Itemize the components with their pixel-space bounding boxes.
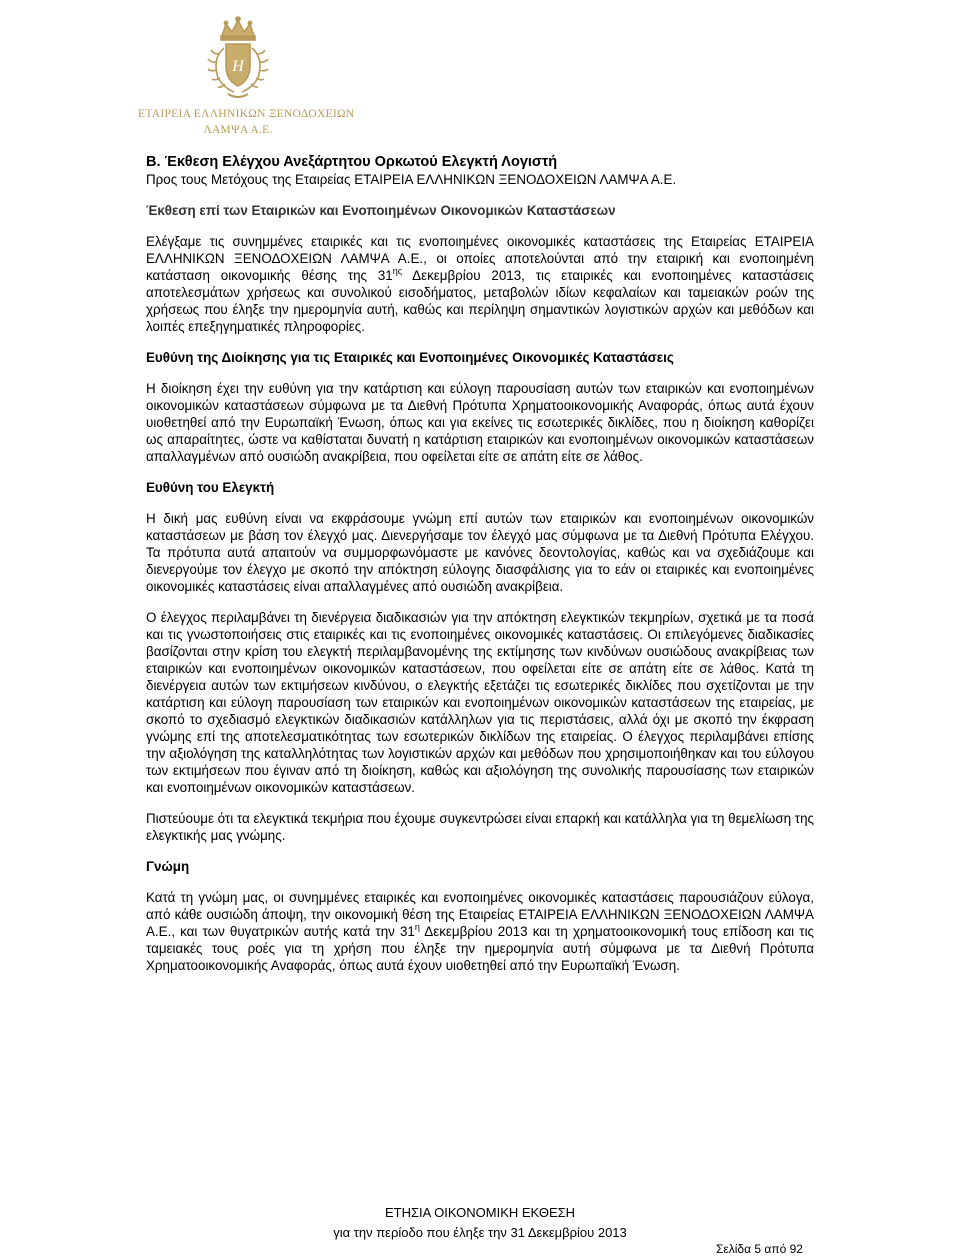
intro-text-1: Ελέγξαμε τις συνημμένες εταιρικές και τις ενοποιημένες οικονομικές καταστάσεις της Εταιρείας ΕΤΑΙΡΕΙΑ ΕΛΛΗΝΙΚΩΝ ΞΕΝΟΔΟΧΕΙΩΝ ΛΑΜΨΑ Α.Ε., οι οποίες αποτελούνται από την εταιρική και ενοποιημένη κατάσταση οικονομικής θέσης της 31 [146, 234, 814, 283]
section-title: Β. Έκθεση Ελέγχου Ανεξάρτητου Ορκωτού Ελεγκτή Λογιστή [146, 154, 558, 170]
opinion-heading: Γνώμη [146, 859, 190, 874]
auditor-paragraph-2: Ο έλεγχος περιλαμβάνει τη διενέργεια διαδικασιών για την απόκτηση ελεγκτικών τεκμηρίων, σχετικά με τα ποσά και τις γνωστοποιήσεις στις εταιρικές και τις ενοποιημένες οικονομικές καταστάσεις. Οι επιλεγόμενες διαδικασίες βασίζονται στην κρίση του ελεγκτή περιλαμβανομένης της εκτίμησης των κινδύνων ουσιώδους ανακρίβειας των εταιρικών και ενοποιημένων οικονομικών καταστάσεων, που οφείλεται είτε σε απάτη είτε σε λάθος. Κατά τη διενέργεια αυτών των εκτιμήσεων κινδύνου, ο ελεγκτής εξετάζει τις εσωτερικές δικλίδες που σχετίζονται με την κατάρτιση και εύλογη παρουσίαση των εταιρικών και ενοποιημένων οικονομικών καταστάσεων της εταιρείας, με σκοπό το σχεδιασμό ελεγκτικών διαδικασιών κατάλληλων για τις περιστάσεις, αλλά όχι με σκοπό την έκφραση γνώμης επί της αποτελεσματικότητας των εσωτερικών δικλίδων της εταιρείας. Ο έλεγχος περιλαμβάνει επίσης την αξιολόγηση της καταλληλότητας των λογιστικών αρχών και μεθόδων που χρησιμοποιήθηκαν και του εύλογου των εκτιμήσεων που έγιναν από τη διοίκηση, καθώς και αξιολόγηση της συνολικής παρουσίασης των εταιρικών και ενοποιημένων οικονομικών καταστάσεων. [146, 610, 814, 795]
auditor-heading: Ευθύνη του Ελεγκτή [146, 480, 275, 495]
page-number: Σελίδα 5 από 92 [716, 1242, 803, 1256]
intro-text-2: Δεκεμβρίου 2013, τις εταιρικές και ενοποιημένες καταστάσεις αποτελεσμάτων χρήσεως και συνολικού εισοδήματος, μεταβολών ιδίων κεφαλαίων και ταμειακών ροών της χρήσεως που έληξε την ημερομηνία αυτή, καθώς και περίληψη σημαντικών λογιστικών αρχών και μεθόδων και λοιπές επεξηγηματικές πληροφορίες. [146, 268, 814, 334]
report-body [146, 154, 814, 988]
management-paragraph: Η διοίκηση έχει την ευθύνη για την κατάρτιση και εύλογη παρουσίαση αυτών των εταιρικών και ενοποιημένων οικονομικών καταστάσεων σύμφωνα με τα Διεθνή Πρότυπα Χρηματοοικονομικής Αναφοράς, όπως αυτά έχουν υιοθετηθεί από την Ευρωπαϊκή Ένωση, όπως και για εκείνες τις εσωτερικές δικλίδες, που η διοίκηση καθορίζει ως απαραίτητες, ώστε να καθίσταται δυνατή η κατάρτιση εταιρικών και ενοποιημένων οικονομικών καταστάσεων απαλλαγμένων από ουσιώδη ανακρίβεια, που οφείλεται είτε σε απάτη είτε σε λάθος. [146, 381, 814, 464]
company-logo [138, 14, 355, 136]
footer-period: για την περίοδο που έληξε την 31 Δεκεμβρίου 2013 [333, 1225, 627, 1240]
opinion-paragraph [146, 889, 814, 974]
crown-crest-icon [188, 14, 288, 106]
management-heading: Ευθύνη της Διοίκησης για τις Εταιρικές και Ενοποιημένες Οικονομικές Καταστάσεις [146, 350, 674, 365]
opinion-superscript: η [414, 922, 420, 932]
intro-paragraph [146, 233, 814, 335]
opinion-text-2: Δεκεμβρίου 2013 και τη χρηματοοικονομική τους επίδοση και τις ταμειακές τους ροές για τη χρήση που έληξε την ημερομηνία αυτή σύμφωνα με τα Διεθνή Πρότυπα Χρηματοοικονομικής Αναφοράς, όπως αυτά έχουν υιοθετηθεί από την Ευρωπαϊκή Ένωση. [146, 924, 815, 973]
addressee-line: Προς τους Μετόχους της Εταιρείας ΕΤΑΙΡΕΙΑ ΕΛΛΗΝΙΚΩΝ ΞΕΝΟΔΟΧΕΙΩΝ ΛΑΜΨΑ Α.Ε. [146, 172, 677, 187]
svg-text:H: H [232, 58, 244, 75]
page-footer [0, 1203, 960, 1243]
company-name-line1: ΕΤΑΙΡΕΙΑ ΕΛΛΗΝΙΚΩΝ ΞΕΝΟΔΟΧΕΙΩΝ [138, 108, 355, 120]
report-subtitle: Έκθεση επί των Εταιρικών και Ενοποιημένων Οικονομικών Καταστάσεων [146, 203, 616, 218]
footer-title: ΕΤΗΣΙΑ ΟΙΚΟΝΟΜΙΚΗ ΕΚΘΕΣΗ [384, 1205, 576, 1220]
auditor-paragraph-1: Η δική μας ευθύνη είναι να εκφράσουμε γνώμη επί αυτών των εταιρικών και ενοποιημένων οικονομικών καταστάσεων με βάση τον έλεγχό μας. Διενεργήσαμε τον έλεγχό μας σύμφωνα με τα Διεθνή Πρότυπα Ελέγχου. Τα πρότυπα αυτά απαιτούν να συμμορφωνόμαστε με κανόνες δεοντολογίας, καθώς και να σχεδιάζουμε και διενεργούμε τον έλεγχο με σκοπό την απόκτηση εύλογης διασφάλισης για το εάν οι εταιρικές και ενοποιημένες οικονομικές καταστάσεις είναι απαλλαγμένες από ουσιώδη ανακρίβεια. [146, 511, 814, 594]
auditor-paragraph-3: Πιστεύουμε ότι τα ελεγκτικά τεκμήρια που έχουμε συγκεντρώσει είναι επαρκή και κατάλληλα για τη θεμελίωση της ελεγκτικής μας γνώμης. [146, 811, 814, 843]
company-name-line2: ΛΑΜΨΑ Α.Ε. [203, 124, 273, 136]
intro-superscript: ης [392, 266, 403, 276]
opinion-text-1: Κατά τη γνώμη μας, οι συνημμένες εταιρικές και ενοποιημένες οικονομικές καταστάσεις παρουσιάζουν εύλογα, από κάθε ουσιώδη άποψη, την οικονομική θέση της Εταιρείας ΕΤΑΙΡΕΙΑ ΕΛΛΗΝΙΚΩΝ ΞΕΝΟΔΟΧΕΙΩΝ ΛΑΜΨΑ Α.Ε., και των θυγατρικών αυτής κατά την 31 [146, 890, 814, 939]
